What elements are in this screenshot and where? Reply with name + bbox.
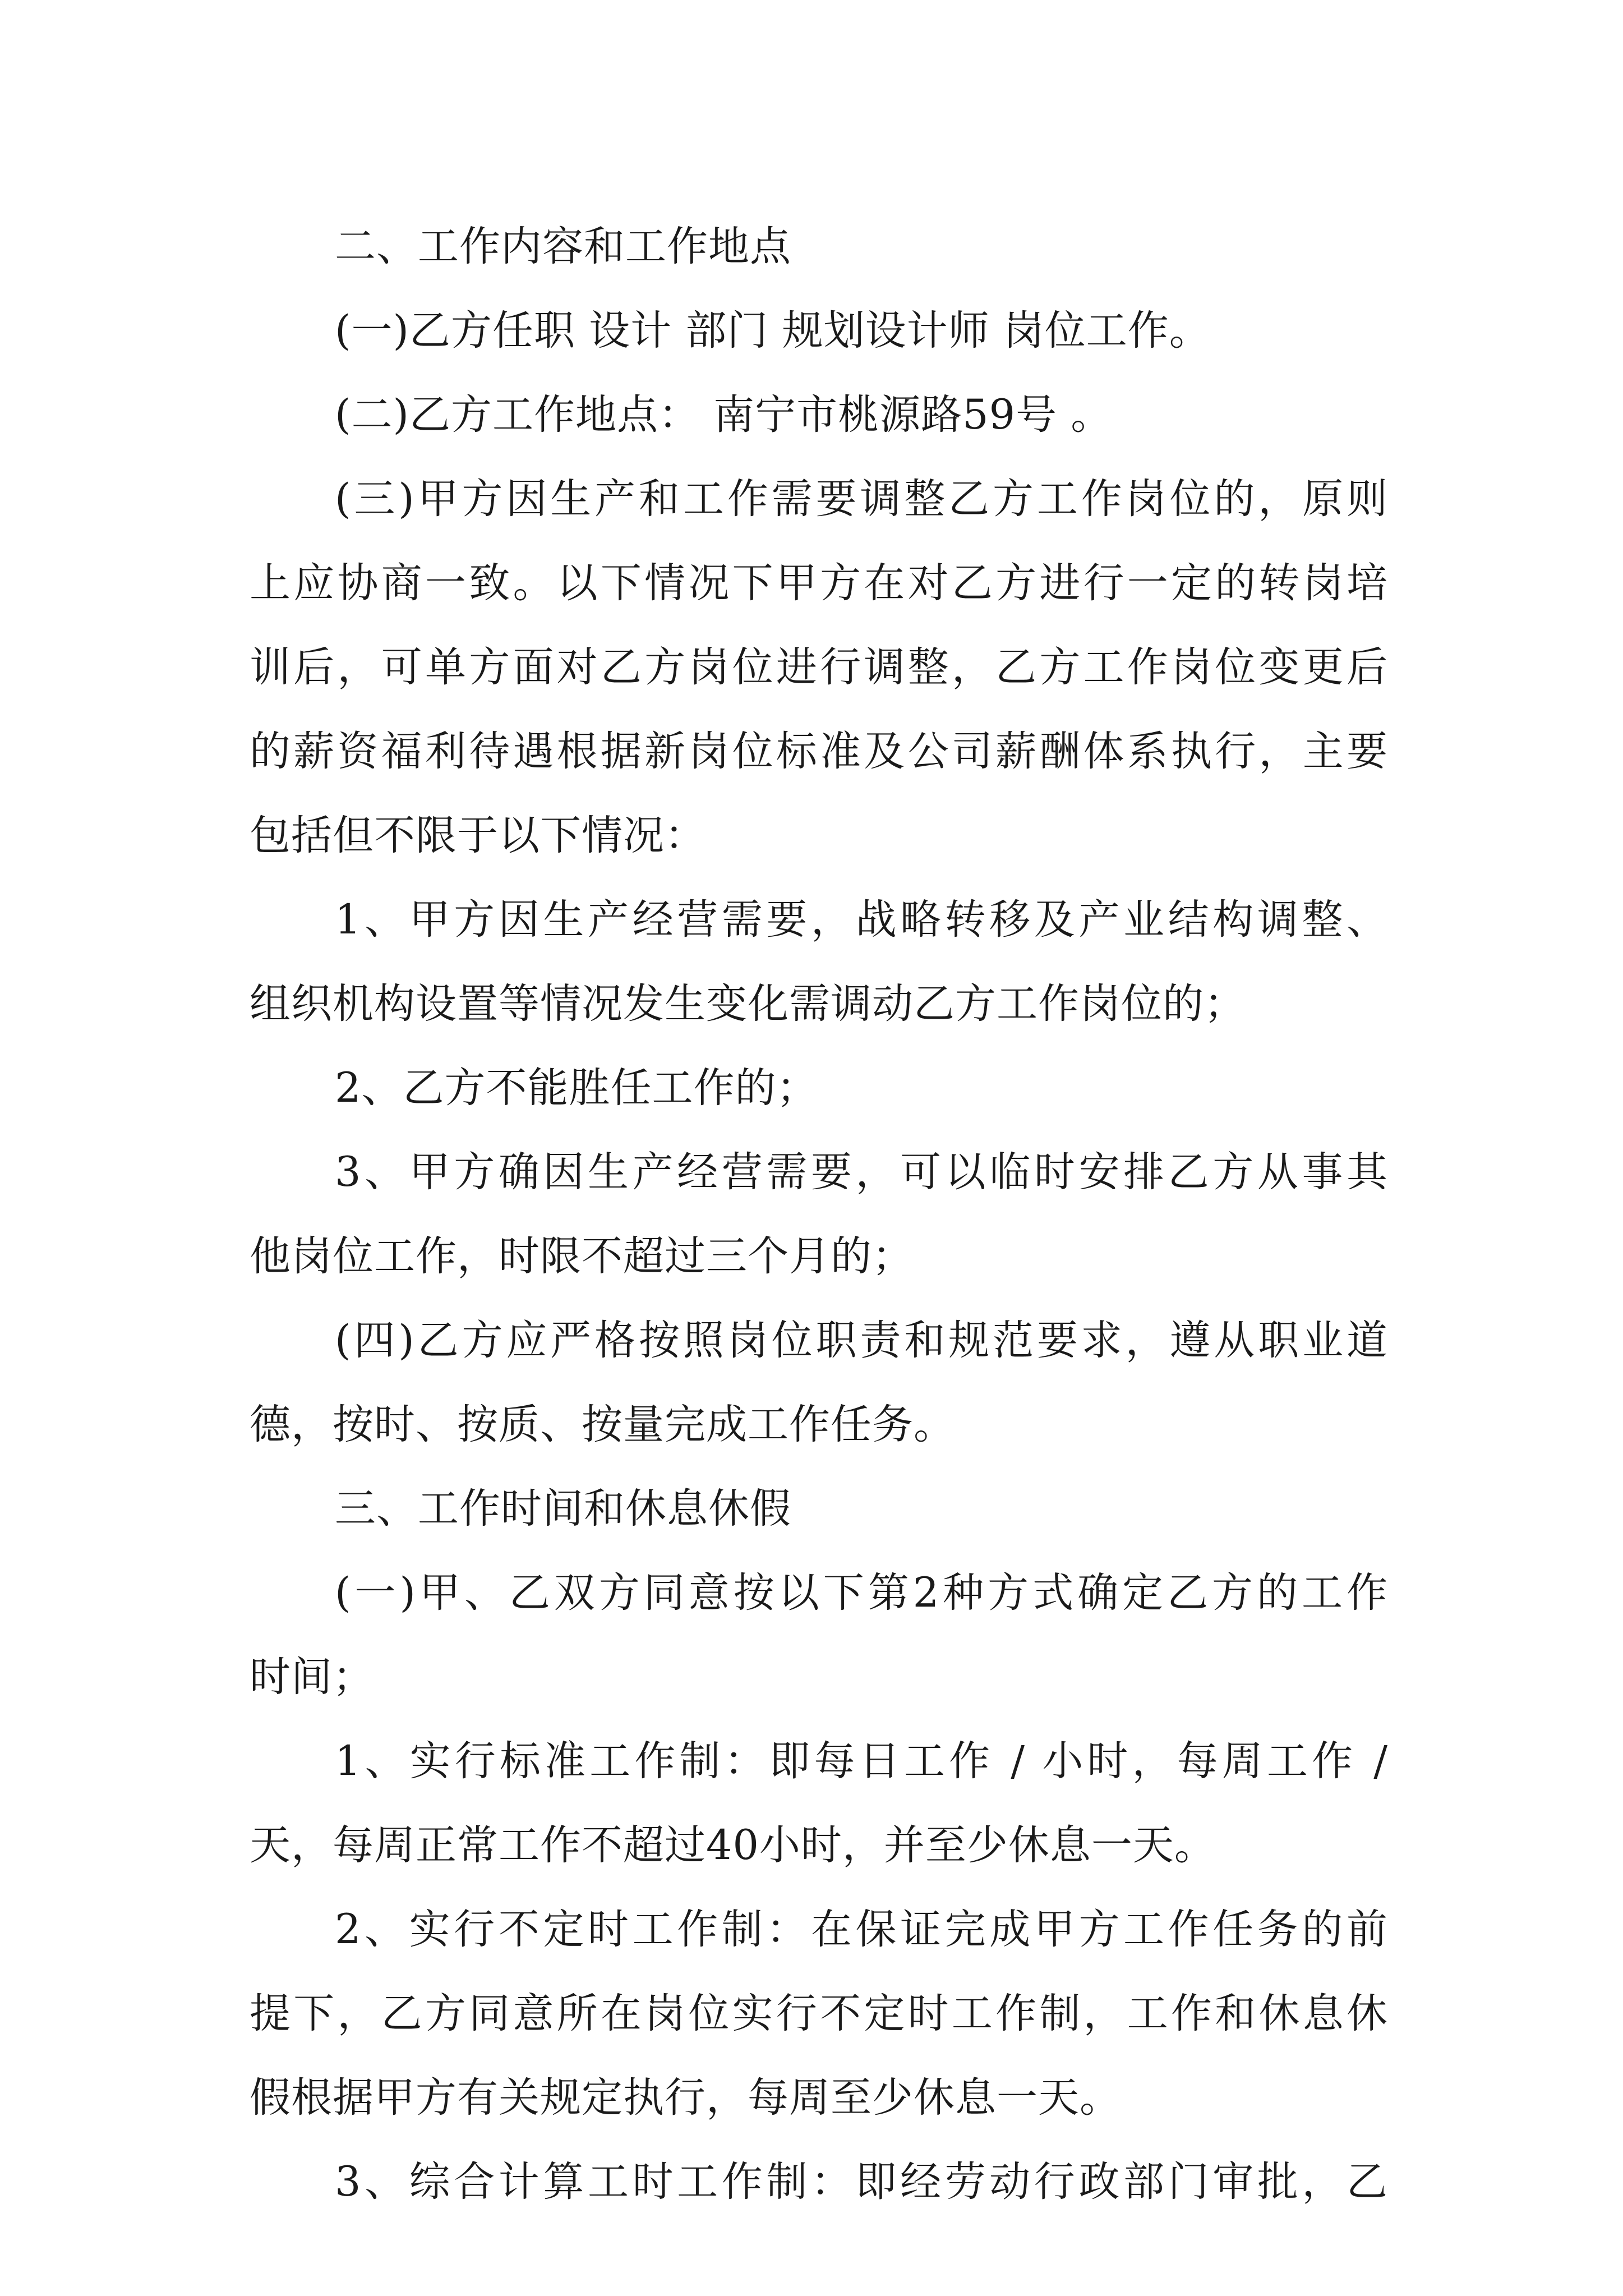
clause-position: (一)乙方任职 设计 部门 规划设计师 岗位工作。 bbox=[335, 307, 1211, 355]
contract-body bbox=[250, 205, 1388, 2224]
item-2: 2、乙方不能胜任工作的； bbox=[335, 1064, 818, 1112]
time-item-1-line-1: 1、实行标准工作制：即每日工作 / 小时，每周工作 / bbox=[335, 1737, 1388, 1785]
time-item-3-line-1: 3、综合计算工时工作制：即经劳动行政部门审批，乙 bbox=[335, 2158, 1388, 2206]
item-3-line-2: 他岗位工作，时限不超过三个月的； bbox=[250, 1232, 914, 1280]
item-1-line-1: 1、甲方因生产经营需要，战略转移及产业结构调整、 bbox=[335, 896, 1388, 944]
clause-work-time-line-1: (一)甲、乙双方同意按以下第2种方式确定乙方的工作 bbox=[335, 1569, 1388, 1617]
clause-adjustment-line-3: 训后，可单方面对乙方岗位进行调整，乙方工作岗位变更后 bbox=[250, 643, 1388, 691]
section-heading-work-content: 二、工作内容和工作地点 bbox=[335, 223, 791, 270]
time-item-2-line-2: 提下，乙方同意所在岗位实行不定时工作制，工作和休息休 bbox=[250, 1990, 1388, 2037]
clause-adjustment-line-4: 的薪资福利待遇根据新岗位标准及公司薪酬体系执行，主要 bbox=[250, 728, 1388, 775]
clause-work-location: (二)乙方工作地点： 南宁市桃源路59号 。 bbox=[335, 391, 1113, 439]
item-3-line-1: 3、甲方确因生产经营需要，可以临时安排乙方从事其 bbox=[335, 1148, 1388, 1196]
clause-duties-line-2: 德，按时、按质、按量完成工作任务。 bbox=[250, 1401, 955, 1448]
clause-work-time-line-2: 时间； bbox=[250, 1653, 374, 1701]
time-item-1-line-2: 天，每周正常工作不超过40小时，并至少休息一天。 bbox=[250, 1821, 1216, 1869]
item-1-line-2: 组织机构设置等情况发生变化需调动乙方工作岗位的； bbox=[250, 980, 1246, 1028]
clause-adjustment-line-2: 上应协商一致。以下情况下甲方在对乙方进行一定的转岗培 bbox=[250, 559, 1388, 607]
time-item-2-line-1: 2、实行不定时工作制：在保证完成甲方工作任务的前 bbox=[335, 1906, 1388, 1953]
section-heading-work-time: 三、工作时间和休息休假 bbox=[335, 1485, 791, 1533]
clause-adjustment-line-1: (三)甲方因生产和工作需要调整乙方工作岗位的，原则 bbox=[335, 475, 1388, 523]
time-item-2-line-3: 假根据甲方有关规定执行，每周至少休息一天。 bbox=[250, 2074, 1121, 2122]
clause-duties-line-1: (四)乙方应严格按照岗位职责和规范要求，遵从职业道 bbox=[335, 1317, 1388, 1364]
clause-adjustment-line-5: 包括但不限于以下情况： bbox=[250, 812, 706, 859]
